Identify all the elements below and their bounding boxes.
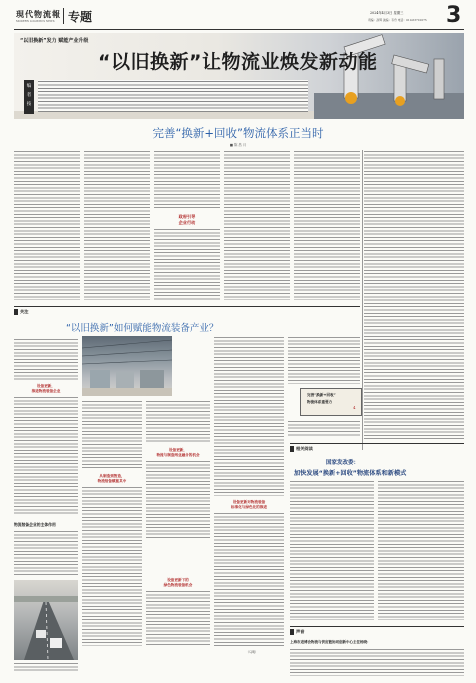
bottom-strip-body [290, 648, 464, 676]
article2-column-2b [82, 486, 142, 646]
article2-column-4 [214, 336, 284, 496]
article2-subhead-4: 设备更新对物流装备 标准化与绿色化的推进 [231, 500, 267, 509]
article2-subhead-1: 设备更新， 推进物流装备企业 [31, 384, 61, 393]
article2-side-heading: 物流装备企业的主体作用 [14, 522, 56, 527]
article2-column-5b [288, 420, 360, 436]
banner-main-title: “以旧换新”让物流业焕发新动能 [98, 51, 378, 73]
date-line: 2024年4月3日 星期三 [370, 11, 404, 15]
related-title-2: 加快发展“换新+回收”物流体系和新模式 [294, 470, 407, 477]
article1-column [294, 150, 360, 300]
pull-box-line1: 完善“换新+回收” [307, 393, 336, 397]
related-title-1: 国家发改委： [326, 460, 360, 466]
paper-subtitle: MODERN LOGISTICS NEWS [16, 20, 55, 23]
editor-line: 责编：孙辉 美编：韦舟 电话：010-63710075 [368, 18, 427, 22]
pull-box-mark: 4 [353, 405, 356, 410]
right-column [364, 150, 464, 440]
column-divider [362, 150, 363, 450]
article1-title: 完善“换新+回收”物流体系正当时 [152, 126, 324, 140]
masthead-rule [14, 29, 464, 30]
related-body-2 [378, 480, 464, 620]
warehouse-photo-art [82, 336, 172, 396]
article2-column-4b [214, 512, 284, 646]
article2-column-3c [146, 590, 210, 646]
highway-photo-art [14, 580, 78, 660]
paper-name: 現代物流報 [16, 9, 61, 19]
banner [14, 33, 464, 119]
article2-subhead-5: 设备更新下的 绿色物流装备机会 [163, 578, 193, 587]
article1-column [84, 150, 150, 300]
lead-badge-label: 编者按 [26, 84, 32, 107]
article1-column [224, 150, 290, 300]
quote-rule [290, 626, 464, 627]
section-divider [14, 306, 360, 307]
article1-subhead: 政府引导 企业行动 [178, 214, 196, 225]
article2-subhead-2: 设备更新， 物流与制造两业融合的机会 [156, 448, 200, 457]
article1-column [14, 150, 80, 300]
bottom-strip: 上海市进博会物流与供应链协同创新中心主任杨晓： [290, 640, 371, 644]
banner-tag: “以旧换新”发力 赋能产业升级 [20, 38, 89, 44]
related-mark [290, 446, 294, 452]
article2-title: “以旧换新”如何赋能物流装备产业？ [66, 323, 219, 334]
article2-column-2 [82, 400, 142, 470]
article2-column-1 [14, 338, 78, 380]
article1-column [154, 228, 220, 300]
article2-column-1d [14, 662, 78, 672]
warehouse-photo [82, 336, 172, 396]
related-label-box [290, 446, 313, 452]
quote-label-box [290, 629, 304, 635]
article2-author-tag: （马明） [246, 650, 259, 654]
related-label: 相关阅读 [296, 446, 313, 451]
section-title: 专题 [68, 10, 93, 24]
section-label-mark [14, 309, 18, 315]
lead-text [38, 80, 308, 112]
article2-column-3 [146, 400, 210, 444]
masthead-divider [63, 8, 64, 24]
page-number: 3 [446, 3, 462, 28]
article2-column-3b [146, 460, 210, 540]
article2-column-5 [288, 336, 360, 384]
pull-box-line2: 物流体系重要力 [307, 400, 333, 404]
section-label-box [14, 308, 28, 316]
article1-byline: ■ 陈 昌 月 [229, 143, 247, 147]
pull-box [300, 388, 362, 416]
article2-column-1c [14, 530, 78, 576]
quote-label: 声音 [296, 629, 305, 634]
article2-subhead-3: 从制造到智造， 物流装备赋能其中 [97, 474, 127, 483]
lead-badge [24, 80, 34, 114]
highway-photo [14, 580, 78, 660]
article1-column [154, 150, 220, 210]
article2-column-1b [14, 396, 78, 516]
section-label: 关注 [20, 309, 29, 314]
quote-mark [290, 629, 294, 635]
related-body-1 [290, 480, 374, 620]
related-rule [290, 443, 464, 444]
